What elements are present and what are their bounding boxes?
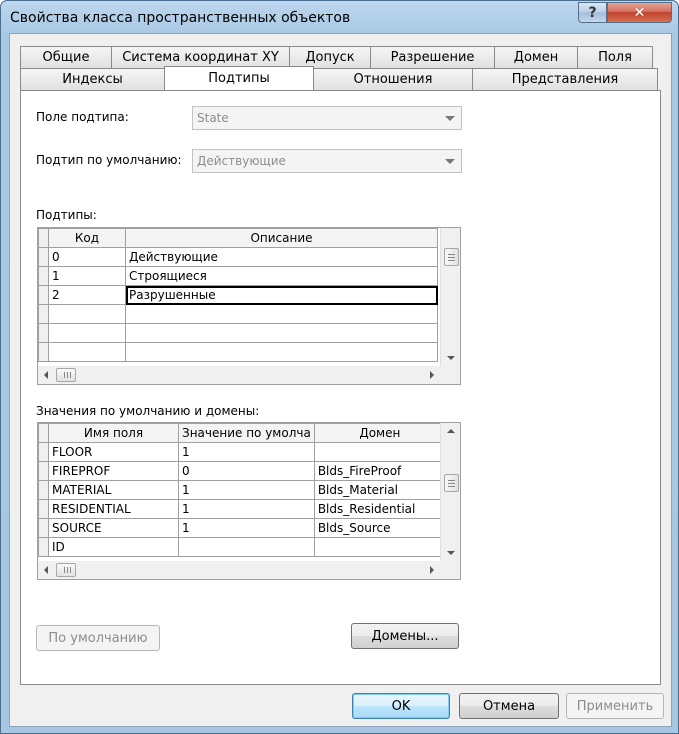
cell-domain[interactable] [314,443,445,462]
scroll-thumb[interactable] [444,474,459,492]
chevron-down-icon [445,159,455,164]
help-button[interactable] [578,2,607,23]
subtypes-table [38,228,438,362]
cell-field-name[interactable]: FIREPROF [49,462,179,481]
column-header-domain[interactable]: Домен [314,424,445,443]
table-row[interactable] [39,500,446,519]
cell-description[interactable]: Строящиеся [126,267,438,286]
cell-description[interactable] [126,324,438,343]
subtypes-grid [37,227,461,385]
cell-domain[interactable]: Blds_Material [314,481,445,500]
cell-code[interactable]: 0 [49,248,126,267]
apply-button[interactable]: Применить [566,693,664,719]
window-title: Свойства класса пространственных объектов [10,10,351,26]
domains-button[interactable]: Домены... [351,623,459,649]
cell-code[interactable] [49,324,126,343]
table-row[interactable] [39,305,438,324]
default-subtype-combo[interactable] [192,149,462,173]
row-header[interactable] [39,519,49,538]
subtype-field-value: State [197,111,229,125]
table-row[interactable] [39,267,438,286]
column-header-code[interactable]: Код [49,229,126,248]
row-header[interactable] [39,500,49,519]
tab-tolerance[interactable]: Допуск [289,46,371,68]
table-row[interactable] [39,462,446,481]
subtypes-horizontal-scrollbar[interactable] [38,366,460,384]
defaults-horizontal-scrollbar[interactable] [38,561,460,579]
column-header-description[interactable]: Описание [126,229,438,248]
table-row[interactable] [39,538,446,557]
row-header[interactable] [39,324,49,343]
cell-code[interactable]: 1 [49,267,126,286]
cell-default-value[interactable]: 1 [179,443,315,462]
cell-code[interactable] [49,305,126,324]
cell-domain[interactable]: Blds_Source [314,519,445,538]
tab-row-2 [20,68,657,90]
tab-resolution[interactable]: Разрешение [370,46,495,68]
defaults-vertical-scrollbar[interactable] [440,423,460,561]
chevron-down-icon [445,116,455,121]
tab-general[interactable]: Общие [20,46,112,68]
tab-relationships[interactable]: Отношения [313,68,473,90]
cell-default-value[interactable]: 1 [179,481,315,500]
close-icon: ✕ [633,4,646,21]
scroll-down-icon[interactable] [447,551,455,555]
cell-field-name[interactable]: SOURCE [49,519,179,538]
cell-default-value[interactable]: 1 [179,519,315,538]
default-subtype-value: Действующие [197,154,286,168]
subtypes-panel [20,90,661,685]
scroll-right-icon[interactable] [430,566,434,574]
defaults-domains-table [38,423,446,557]
scroll-left-icon[interactable] [44,566,48,574]
cell-description[interactable] [126,343,438,362]
scroll-thumb[interactable] [56,563,76,577]
cell-description[interactable]: Действующие [126,248,438,267]
help-icon: ? [588,4,597,21]
row-header[interactable] [39,305,49,324]
cancel-button[interactable]: Отмена [459,693,559,719]
tab-row-1 [20,46,652,68]
ok-button[interactable]: OK [352,693,450,719]
tab-fields[interactable]: Поля [577,46,653,68]
cell-domain[interactable]: Blds_FireProof [314,462,445,481]
row-header[interactable] [39,343,49,362]
row-header[interactable] [39,267,49,286]
table-row[interactable] [39,343,438,362]
cell-default-value[interactable] [179,538,315,557]
scroll-thumb[interactable] [56,368,76,382]
cell-description[interactable] [126,305,438,324]
cell-domain[interactable]: Blds_Residential [314,500,445,519]
row-header[interactable] [39,481,49,500]
tab-representations[interactable]: Представления [472,68,658,90]
cell-description[interactable]: Разрушенные [126,286,438,305]
scroll-left-icon[interactable] [44,371,48,379]
table-row[interactable] [39,519,446,538]
scroll-right-icon[interactable] [430,371,434,379]
default-subtype-label: Подтип по умолчанию: [36,153,182,167]
scroll-thumb[interactable] [444,248,459,266]
dialog-client [9,33,672,727]
defaults-domains-grid [37,422,461,580]
cell-field-name[interactable]: MATERIAL [49,481,179,500]
tab-subtypes[interactable]: Подтипы [164,66,314,90]
row-header[interactable] [39,443,49,462]
cell-domain[interactable] [314,538,445,557]
subtype-field-label: Поле подтипа: [36,110,129,124]
tab-xy-coordinate-system[interactable]: Система координат XY [111,46,290,68]
close-button[interactable] [607,2,672,23]
row-header-corner [39,424,49,443]
table-row[interactable] [39,481,446,500]
table-row[interactable] [39,324,438,343]
row-header[interactable] [39,286,49,305]
cell-code[interactable]: 2 [49,286,126,305]
row-header[interactable] [39,248,49,267]
defaults-domains-label: Значения по умолчанию и домены: [36,404,260,418]
tab-domain[interactable]: Домен [494,46,578,68]
cell-default-value[interactable]: 1 [179,500,315,519]
table-row[interactable] [39,443,446,462]
column-header-field-name[interactable]: Имя поля [49,424,179,443]
scroll-down-icon[interactable] [447,356,455,360]
subtype-field-combo[interactable] [192,106,462,130]
row-header-corner [39,229,49,248]
use-defaults-button[interactable]: По умолчанию [36,625,160,651]
row-header[interactable] [39,538,49,557]
cell-field-name[interactable]: FLOOR [49,443,179,462]
cell-field-name[interactable]: RESIDENTIAL [49,500,179,519]
cell-default-value[interactable]: 0 [179,462,315,481]
row-header[interactable] [39,462,49,481]
cell-code[interactable] [49,343,126,362]
subtypes-vertical-scrollbar[interactable] [440,228,460,366]
column-header-default-value[interactable]: Значение по умолча [179,424,315,443]
scroll-up-icon[interactable] [447,429,455,433]
tab-indexes[interactable]: Индексы [20,68,165,90]
cell-field-name[interactable]: ID [49,538,179,557]
table-row[interactable] [39,248,438,267]
table-row[interactable] [39,286,438,305]
subtypes-label: Подтипы: [36,208,97,222]
